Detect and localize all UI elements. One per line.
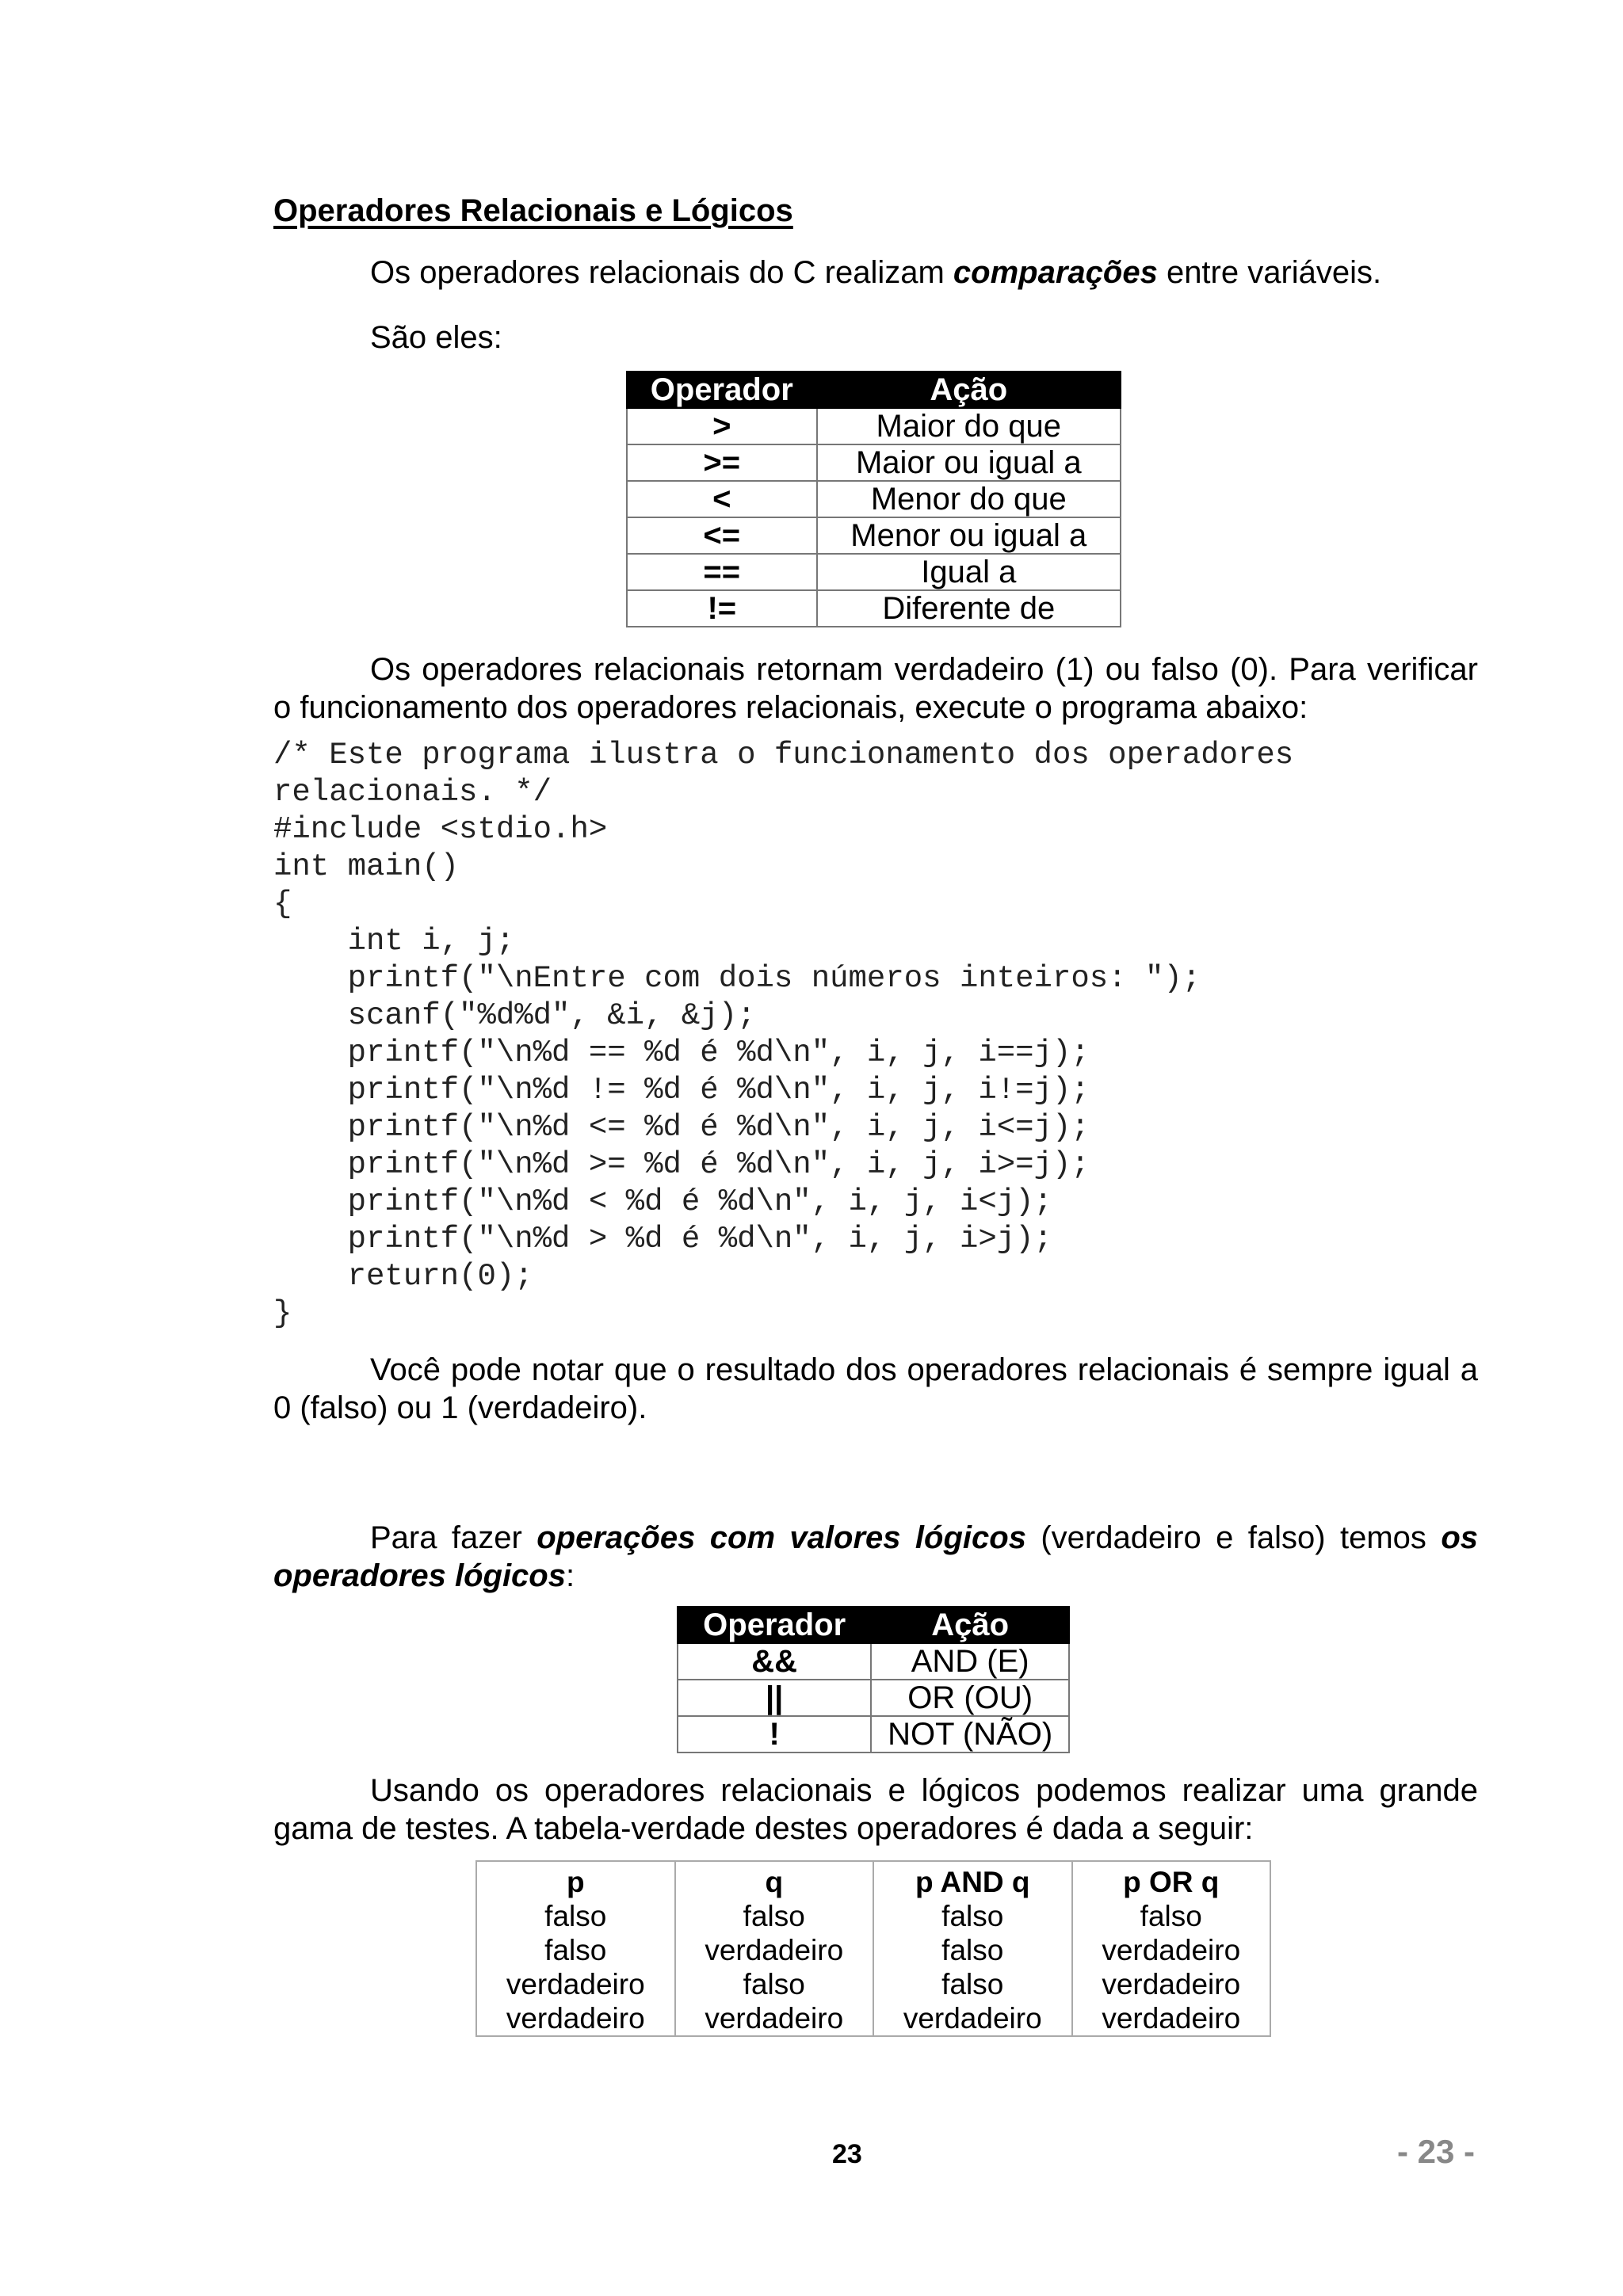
action-cell: Maior do que bbox=[817, 408, 1121, 444]
operator-cell: && bbox=[678, 1643, 871, 1680]
table-cell: falso bbox=[476, 1899, 675, 1933]
truth-table bbox=[475, 1860, 1271, 2037]
code-line: int main() bbox=[273, 849, 460, 884]
code-line: #include <stdio.h> bbox=[273, 812, 608, 847]
code-listing bbox=[273, 737, 1293, 1333]
logicos-text-2: (verdadeiro e falso) temos bbox=[1025, 1520, 1442, 1555]
action-cell: Maior ou igual a bbox=[817, 444, 1121, 481]
table-row bbox=[476, 1899, 1270, 1933]
table-row bbox=[627, 517, 1121, 554]
column-header-p-or-q: p OR q bbox=[1072, 1861, 1271, 1899]
page-number-footer: - 23 - bbox=[1397, 2133, 1476, 2170]
table-header-row bbox=[476, 1861, 1270, 1899]
column-header-p-and-q: p AND q bbox=[873, 1861, 1072, 1899]
code-line: int i, j; bbox=[273, 924, 515, 959]
column-header-action: Ação bbox=[871, 1607, 1069, 1643]
code-line: return(0); bbox=[273, 1259, 533, 1294]
table-cell: falso bbox=[675, 1899, 874, 1933]
truth-table-intro-paragraph: Usando os operadores relacionais e lógicos podemos realizar uma grande gama de testes. A tabela-verdade destes operadores é dada a seguir: bbox=[273, 1773, 1478, 1846]
column-header-q: q bbox=[675, 1861, 874, 1899]
result-note-paragraph: Você pode notar que o resultado dos operadores relacionais é sempre igual a 0 (falso) ou 1 (verdadeiro). bbox=[273, 1352, 1478, 1425]
relational-operators-table bbox=[626, 371, 1121, 627]
action-cell: AND (E) bbox=[871, 1643, 1069, 1680]
logical-operators-paragraph bbox=[273, 1519, 1478, 1595]
table-cell: falso bbox=[873, 1933, 1072, 1967]
table-cell: verdadeiro bbox=[675, 1933, 874, 1967]
table-row bbox=[627, 408, 1121, 444]
code-line: /* Este programa ilustra o funcionamento dos operadores bbox=[273, 738, 1294, 772]
table-cell: verdadeiro bbox=[675, 2001, 874, 2036]
table-row bbox=[476, 1933, 1270, 1967]
intro-emphasis: comparações bbox=[953, 255, 1158, 290]
table-row bbox=[627, 444, 1121, 481]
operator-cell: > bbox=[627, 408, 817, 444]
operator-cell: <= bbox=[627, 517, 817, 554]
table-cell: verdadeiro bbox=[873, 2001, 1072, 2036]
table-header-row bbox=[678, 1607, 1069, 1643]
logicos-emphasis-2: os operadores lógicos bbox=[273, 1520, 1478, 1593]
code-line: printf("\n%d != %d é %d\n", i, j, i!=j); bbox=[273, 1073, 1090, 1108]
table-cell: verdadeiro bbox=[1072, 1933, 1271, 1967]
code-line: printf("\n%d >= %d é %d\n", i, j, i>=j); bbox=[273, 1147, 1090, 1182]
page-number: 23 bbox=[832, 2139, 862, 2169]
table-row bbox=[678, 1643, 1069, 1680]
operator-cell: != bbox=[627, 590, 817, 627]
table-row bbox=[476, 1967, 1270, 2001]
code-line: relacionais. */ bbox=[273, 775, 552, 810]
table-header-row bbox=[627, 372, 1121, 408]
column-header-operator: Operador bbox=[627, 372, 817, 408]
action-cell: NOT (NÃO) bbox=[871, 1716, 1069, 1753]
action-cell: OR (OU) bbox=[871, 1680, 1069, 1716]
section-heading: Operadores Relacionais e Lógicos bbox=[273, 193, 793, 228]
logical-operators-table bbox=[677, 1606, 1070, 1753]
action-cell: Diferente de bbox=[817, 590, 1121, 627]
relational-return-paragraph: Os operadores relacionais retornam verdadeiro (1) ou falso (0). Para verificar o funcionamento dos operadores relacionais, execute o programa abaixo: bbox=[273, 652, 1478, 725]
action-cell: Menor ou igual a bbox=[817, 517, 1121, 554]
sao-eles-text: São eles: bbox=[370, 320, 502, 355]
column-header-operator: Operador bbox=[678, 1607, 871, 1643]
table-cell: falso bbox=[1072, 1899, 1271, 1933]
code-line: printf("\n%d <= %d é %d\n", i, j, i<=j); bbox=[273, 1110, 1090, 1145]
table-cell: falso bbox=[873, 1967, 1072, 2001]
operator-cell: >= bbox=[627, 444, 817, 481]
action-cell: Menor do que bbox=[817, 481, 1121, 517]
operator-cell: < bbox=[627, 481, 817, 517]
operator-cell: == bbox=[627, 554, 817, 590]
intro-paragraph bbox=[273, 254, 1478, 292]
table-cell: verdadeiro bbox=[1072, 1967, 1271, 2001]
column-header-p: p bbox=[476, 1861, 675, 1899]
code-line: scanf("%d%d", &i, &j); bbox=[273, 998, 756, 1033]
logicos-text-3: : bbox=[565, 1558, 575, 1593]
table-cell: falso bbox=[873, 1899, 1072, 1933]
table-cell: verdadeiro bbox=[476, 1967, 675, 2001]
intro-text: Os operadores relacionais do C realizam bbox=[370, 255, 953, 290]
code-line: { bbox=[273, 887, 292, 921]
code-line: printf("\n%d > %d é %d\n", i, j, i>j); bbox=[273, 1222, 1052, 1257]
table-row bbox=[627, 590, 1121, 627]
table-cell: falso bbox=[675, 1967, 874, 2001]
table-row bbox=[627, 481, 1121, 517]
table-cell: falso bbox=[476, 1933, 675, 1967]
intro-text-end: entre variáveis. bbox=[1157, 255, 1382, 290]
action-cell: Igual a bbox=[817, 554, 1121, 590]
table-cell: verdadeiro bbox=[1072, 2001, 1271, 2036]
column-header-action: Ação bbox=[817, 372, 1121, 408]
code-line: } bbox=[273, 1296, 292, 1331]
table-cell: verdadeiro bbox=[476, 2001, 675, 2036]
logicos-emphasis-1: operações com valores lógicos bbox=[537, 1520, 1026, 1555]
table-row bbox=[627, 554, 1121, 590]
operator-cell: || bbox=[678, 1680, 871, 1716]
table-row bbox=[476, 2001, 1270, 2036]
code-line: printf("\nEntre com dois números inteiros: "); bbox=[273, 961, 1201, 996]
logicos-text-1: Para fazer bbox=[370, 1520, 537, 1555]
code-line: printf("\n%d < %d é %d\n", i, j, i<j); bbox=[273, 1184, 1052, 1219]
table-row bbox=[678, 1716, 1069, 1753]
table-row bbox=[678, 1680, 1069, 1716]
code-line: printf("\n%d == %d é %d\n", i, j, i==j); bbox=[273, 1035, 1090, 1070]
operator-cell: ! bbox=[678, 1716, 871, 1753]
